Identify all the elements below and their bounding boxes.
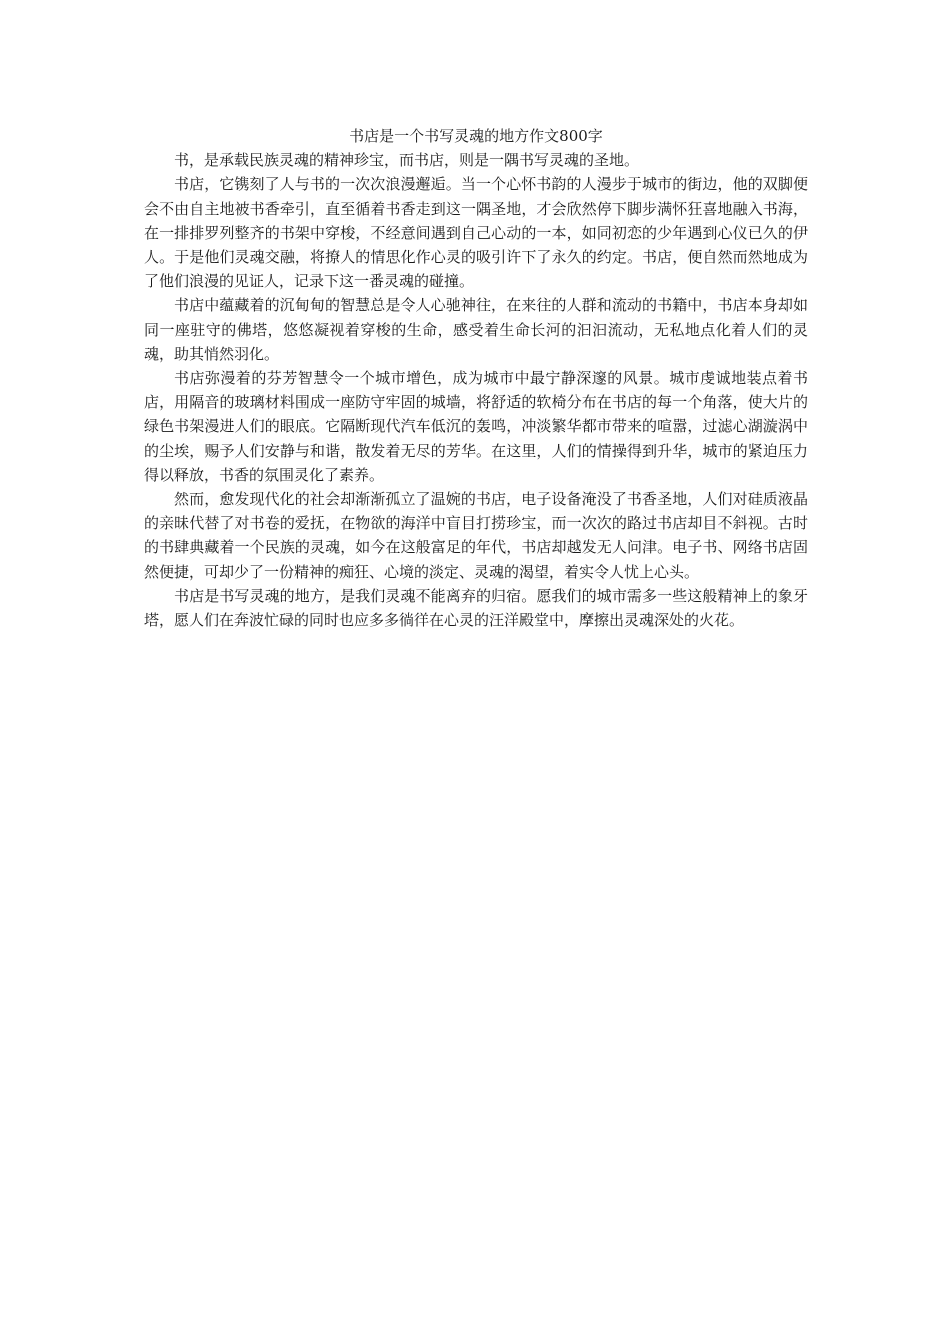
paragraph-5: 然而，愈发现代化的社会却渐渐孤立了温婉的书店，电子设备淹没了书香圣地，人们对硅质液晶的亲昧代替了对书卷的爱抚，在物欲的海洋中盲目打捞珍宝，而一次次的路过书店却目不斜视。古时的书肆典藏着一个民族的灵魂，如今在这般富足的年代，书店却越发无人问津。电子书、网络书店固然便捷，可却少了一份精神的痴狂、心境的淡定、灵魂的渴望，着实令人忧上心头。 (144, 490, 808, 581)
essay-title: 书店是一个书写灵魂的地方作文800字 (349, 127, 603, 145)
paragraph-4: 书店弥漫着的芬芳智慧令一个城市增色，成为城市中最宁静深邃的风景。城市虔诚地装点着书店，用隔音的玻璃材料围成一座防守牢固的城墙，将舒适的软椅分布在书店的每一个角落，使大片的绿色书架漫进人们的眼底。它隔断现代汽车低沉的轰鸣，冲淡繁华都市带来的喧嚣，过滤心湖漩涡中的尘埃，赐予人们安静与和谐，散发着无尽的芳华。在这里，人们的情操得到升华，城市的紧迫压力得以释放，书香的氛围灵化了素养。 (144, 369, 808, 484)
paragraph-6: 书店是书写灵魂的地方，是我们灵魂不能离弃的归宿。愿我们的城市需多一些这般精神上的象牙塔，愿人们在奔波忙碌的同时也应多多徜徉在心灵的汪洋殿堂中，摩擦出灵魂深处的火花。 (144, 586, 808, 630)
paragraph-1: 书，是承载民族灵魂的精神珍宝，而书店，则是一隅书写灵魂的圣地。 (174, 151, 640, 170)
essay-body (144, 124, 808, 632)
paragraph-3: 书店中蕴藏着的沉甸甸的智慧总是令人心驰神往，在来往的人群和流动的书籍中，书店本身却如同一座驻守的佛塔，悠悠凝视着穿梭的生命，感受着生命长河的汩汩流动，无私地点化着人们的灵魂，助其悄然羽化。 (144, 296, 808, 363)
paragraph-2: 书店，它镌刻了人与书的一次次浪漫邂逅。当一个心怀书韵的人漫步于城市的街边，他的双脚便会不由自主地被书香牵引，直至循着书香走到这一隅圣地，才会欣然停下脚步满怀狂喜地融入书海，在一排排罗列整齐的书架中穿梭，不经意间遇到自己心动的一本，如同初恋的少年遇到心仪已久的伊人。于是他们灵魂交融，将撩人的情思化作心灵的吸引许下了永久的约定。书店，便自然而然地成为了他们浪漫的见证人，记录下这一番灵魂的碰撞。 (144, 175, 808, 291)
